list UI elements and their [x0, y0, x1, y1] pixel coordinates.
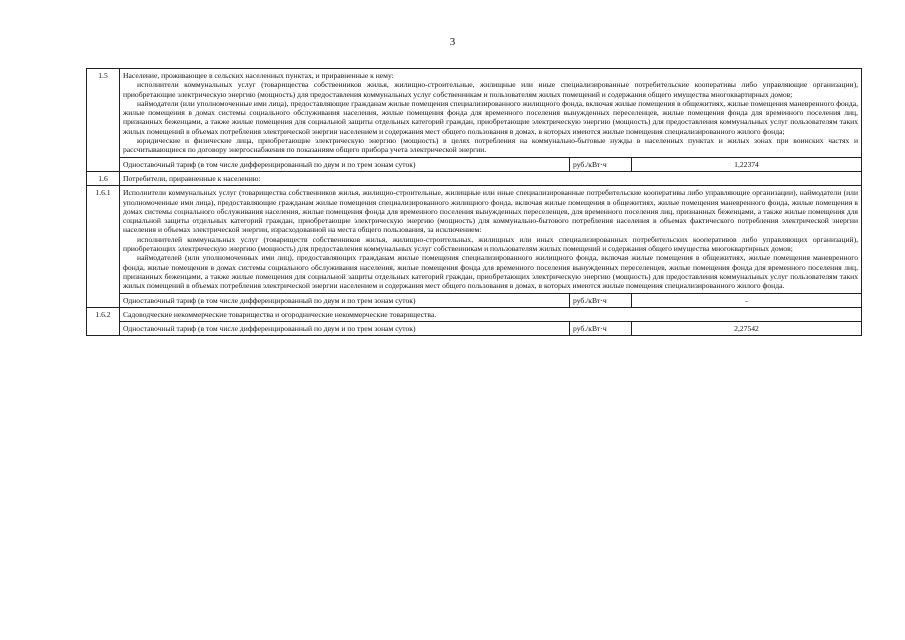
- tariff-value: 1,22374: [632, 157, 862, 171]
- tariff-value: -: [632, 293, 862, 307]
- row-heading: Население, проживающее в сельских населенных пунктах, и приравненные к нему:: [123, 71, 394, 80]
- row-description: Потребители, приравненные к населению:: [120, 171, 862, 185]
- page-number: 3: [449, 36, 456, 48]
- row-number: 1.6.2: [87, 307, 120, 336]
- table-row: [87, 293, 862, 307]
- tariff-unit: руб./кВт·ч: [570, 322, 632, 336]
- tariff-unit: руб./кВт·ч: [570, 157, 632, 171]
- row-number: 1.6: [87, 171, 120, 185]
- paragraph: юридические и физические лица, приобретающие электрическую энергию (мощность) в целях потребления на коммунально-бытовые нужды в населенных пунктах и жилых зонах при воинских частях и рассчитывающиеся по договору энергоснабжения по показаниям общего прибора учета электрической энергии.: [123, 136, 859, 155]
- table-row: [87, 157, 862, 171]
- paragraph: наймодателей (или уполномоченных ими лиц), предоставляющих гражданам жилые помещения специализированного жилищного фонда, включая жилые помещения в общежитиях, жилые помещения маневренного фонда, жилые помещения в домах системы социального обслуживания населения, жилые помещения фонда для временного поселения вынужденных переселенцев, жилые помещения фонда для временного поселения лиц, признанных беженцами, а также жилые помещения для социальной защиты отдельных категорий граждан, приобретающих электрическую энергию (мощность) для предоставления коммунальных услуг пользователям таких жилых помещений в объемах потребления электрической энергии населением и содержания мест общего пользования в домах, в которых имеются жилые помещения специализированного жилого фонда.: [123, 253, 859, 291]
- table-row: [87, 186, 862, 293]
- row-description: [120, 69, 862, 158]
- paragraph: наймодатели (или уполномоченные ими лица), предоставляющие гражданам жилые помещения специализированного жилищного фонда, включая жилые помещения в общежитиях, жилые помещения маневренного фонда, жилые помещения в домах системы социального обслуживания населения, жилые помещения фонда для временного поселения вынужденных переселенцев, жилые помещения фонда для временного поселения лиц, признанных беженцами, а также жилые помещения для социальной защиты отдельных категорий граждан, приобретающие электрическую энергию (мощность) для предоставления коммунальных услуг пользователям таких жилых помещений в объемах потребления электрической энергии населением и содержания мест общего пользования в домах, в которых имеются жилые помещения специализированного жилого фонда;: [123, 98, 859, 136]
- table-row: [87, 171, 862, 185]
- tariff-table: [86, 68, 862, 336]
- row-number: 1.6.1: [87, 186, 120, 308]
- tariff-label: Одноставочный тариф (в том числе дифференцированный по двум и по трем зонам суток): [120, 157, 570, 171]
- paragraph: исполнителей коммунальных услуг (товариществ собственников жилья, жилищно-строительных, жилищных или иных специализированных потребительских кооперативов либо управляющих организаций), приобретающих электрическую энергию (мощность) для предоставления коммунальных услуг собственникам и пользователям жилых помещений и содержания общего имущества многоквартирных домов;: [123, 234, 859, 254]
- tariff-label: Одноставочный тариф (в том числе дифференцированный по двум и по трем зонам суток): [120, 322, 570, 336]
- row-number: 1.5: [87, 69, 120, 172]
- row-description: [120, 186, 862, 293]
- tariff-unit: руб./кВт·ч: [570, 293, 632, 307]
- table-row: [87, 69, 862, 158]
- tariff-label: Одноставочный тариф (в том числе дифференцированный по двум и по трем зонам суток): [120, 293, 570, 307]
- paragraph: исполнители коммунальных услуг (товарищества собственников жилья, жилищно-строительные, жилищные или иные специализированные потребительские кооперативы либо управляющие организации), приобретающие электрическую энергию (мощность) для предоставления коммунальных услуг собственникам и пользователям жилых помещений и содержания общего имущества многоквартирных домов;: [123, 80, 859, 99]
- row-description: Садоводческие некоммерческие товарищества и огороднические некоммерческие товарищества.: [120, 307, 862, 321]
- table-row: [87, 322, 862, 336]
- paragraph: Исполнители коммунальных услуг (товарищества собственников жилья, жилищно-строительные, жилищные или иные специализированные потребительские кооперативы либо управляющие организации), наймодатели (или уполномоченные ими лица), предоставляющие гражданам жилые помещения специализированного жилищного фонда, включая жилые помещения в общежитиях, жилые помещения маневренного фонда, жилые помещения в домах системы социального обслуживания населения, жилые помещения фонда для временного поселения вынужденных переселенцев, для временного поселения лиц, признанных беженцами, а также жилые помещения для социальной защиты отдельных категорий граждан, приобретающие электрическую энергию (мощность) для коммунально-бытового потребления населения в объемах фактического потребления электрической энергии населения и объемах электрической энергии, израсходованной на места общего пользования, за исключением:: [123, 188, 859, 235]
- table-row: [87, 307, 862, 321]
- tariff-value: 2,27542: [632, 322, 862, 336]
